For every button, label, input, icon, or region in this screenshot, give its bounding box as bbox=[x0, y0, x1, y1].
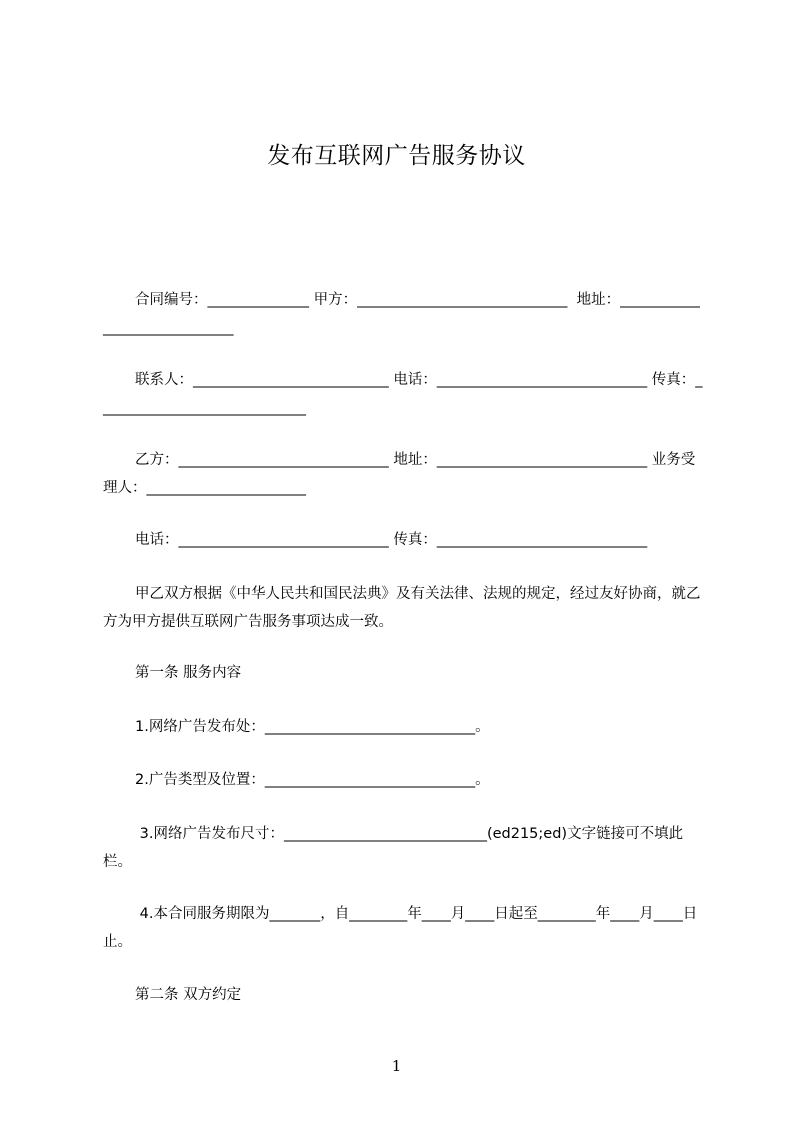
preamble-paragraph: 甲乙双方根据《中华人民共和国民法典》及有关法律、法规的规定，经过友好协商，就乙方为甲方提供互联网广告服务事项达成一致。 bbox=[103, 586, 701, 630]
clause-3-ad-size: 3.网络广告发布尺寸：____________________________(ed215;ed)文字链接可不填此栏。 bbox=[103, 826, 684, 870]
article-two-heading: 第二条 双方约定 bbox=[135, 987, 242, 1003]
document-title: 发布互联网广告服务协议 bbox=[267, 143, 526, 169]
party-a-contact-line: 联系人：___________________________ 电话：_____________________________ 传真：_____________________________ bbox=[103, 372, 703, 416]
clause-4-service-period: 4.本合同服务期限为_______，自________年____月____日起至________年____月____日止。 bbox=[103, 906, 698, 950]
article-one-heading: 第一条 服务内容 bbox=[135, 665, 242, 681]
clause-1-publish-location: 1.网络广告发布处：_____________________________。 bbox=[135, 719, 490, 735]
contract-number-party-a-line: 合同编号：______________ 甲方：_____________________________ 地址：_____________________________ bbox=[103, 292, 700, 336]
party-b-line: 乙方：_____________________________ 地址：_____________________________ 业务受理人：______________________ bbox=[103, 452, 696, 496]
page-number: 1 bbox=[391, 1057, 402, 1075]
party-b-phone-fax-line: 电话：_____________________________ 传真：_____________________________ bbox=[135, 532, 648, 548]
clause-2-ad-type-position: 2.广告类型及位置：_____________________________。 bbox=[135, 772, 490, 788]
